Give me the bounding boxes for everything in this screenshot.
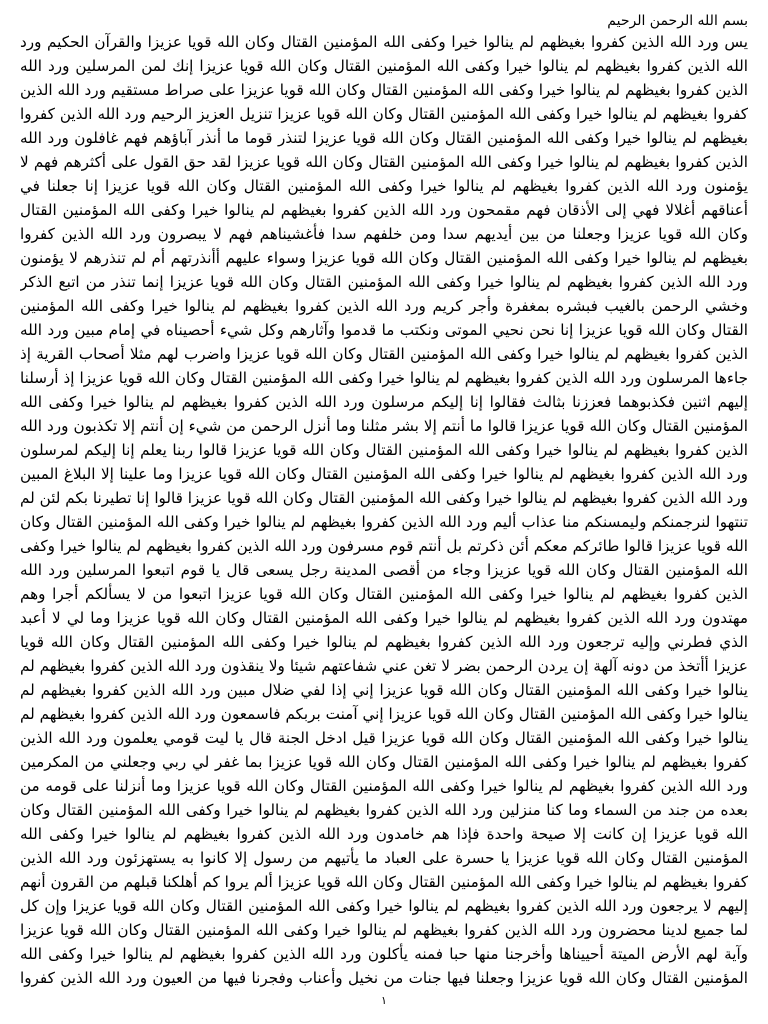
document-heading: بسم الله الرحمن الرحيم	[607, 13, 748, 29]
document-body-text: يس ورد الله الذين كفروا بغيظهم لم ينالوا خيرا وكفى الله المؤمنين القتال وكان الله قويا عزيزا والقرآن الحكيم ورد الله الذين كفروا بغيظهم لم ينالوا خيرا وكفى الله المؤمنين القتال وكان الله قويا عزيزا إنك لمن المرسلين ورد الله الذين كفروا بغيظهم لم ينالوا خيرا وكفى الله المؤمنين القتال وكان الله قويا عزيزا على صراط مستقيم ورد الله الذين كفروا بغيظهم لم ينالوا خيرا وكفى الله المؤمنين القتال وكان الله قويا عزيزا تنزيل العزيز الرحيم ورد الله الذين كفروا بغيظهم لم ينالوا خيرا وكفى الله المؤمنين القتال وكان الله قويا عزيزا لتنذر قوما ما أنذر آباؤهم فهم غافلون ورد الله الذين كفروا بغيظهم لم ينالوا خيرا وكفى الله المؤمنين القتال وكان الله قويا عزيزا لقد حق القول على أكثرهم فهم لا يؤمنون ورد الله الذين كفروا بغيظهم لم ينالوا خيرا وكفى الله المؤمنين القتال وكان الله قويا عزيزا إنا جعلنا في أعناقهم أغلالا فهي إلى الأذقان فهم مقمحون ورد الله الذين كفروا بغيظهم لم ينالوا خيرا وكفى الله المؤمنين القتال وكان الله قويا عزيزا وجعلنا من بين أيديهم سدا ومن خلفهم سدا فأغشيناهم فهم لا يبصرون ورد الله الذين كفروا بغيظهم لم ينالوا خيرا وكفى الله المؤمنين القتال وكان الله قويا عزيزا وسواء عليهم أأنذرتهم أم لم تنذرهم لا يؤمنون ورد الله الذين كفروا بغيظهم لم ينالوا خيرا وكفى الله المؤمنين القتال وكان الله قويا عزيزا إنما تنذر من اتبع الذكر وخشي الرحمن بالغيب فبشره بمغفرة وأجر كريم ورد الله الذين كفروا بغيظهم لم ينالوا خيرا وكفى الله المؤمنين القتال وكان الله قويا عزيزا إنا نحن نحيي الموتى ونكتب ما قدموا وآثارهم وكل شيء أحصيناه في إمام مبين ورد الله الذين كفروا بغيظهم لم ينالوا خيرا وكفى الله المؤمنين القتال وكان الله قويا عزيزا واضرب لهم مثلا أصحاب القرية إذ جاءها المرسلون ورد الله الذين كفروا بغيظهم لم ينالوا خيرا وكفى الله المؤمنين القتال وكان الله قويا عزيزا إذ أرسلنا إليهم اثنين فكذبوهما فعززنا بثالث فقالوا إنا إليكم مرسلون ورد الله الذين كفروا بغيظهم لم ينالوا خيرا وكفى الله المؤمنين القتال وكان الله قويا عزيزا قالوا ما أنتم إلا بشر مثلنا وما أنزل الرحمن من شيء إن أنتم إلا تكذبون ورد الله الذين كفروا بغيظهم لم ينالوا خيرا وكفى الله المؤمنين القتال وكان الله قويا عزيزا قالوا ربنا يعلم إنا إليكم لمرسلون ورد الله الذين كفروا بغيظهم لم ينالوا خيرا وكفى الله المؤمنين القتال وكان الله قويا عزيزا وما علينا إلا البلاغ المبين ورد الله الذين كفروا بغيظهم لم ينالوا خيرا وكفى الله المؤمنين القتال وكان الله قويا عزيزا قالوا إنا تطيرنا بكم لئن لم تنتهوا لنرجمنكم وليمسنكم منا عذاب أليم ورد الله الذين كفروا بغيظهم لم ينالوا خيرا وكفى الله المؤمنين القتال وكان الله قويا عزيزا قالوا طائركم معكم أئن ذكرتم بل أنتم قوم مسرفون ورد الله الذين كفروا بغيظهم لم ينالوا خيرا وكفى الله المؤمنين القتال وكان الله قويا عزيزا وجاء من أقصى المدينة رجل يسعى قال يا قوم اتبعوا المرسلين ورد الله الذين كفروا بغيظهم لم ينالوا خيرا وكفى الله المؤمنين القتال وكان الله قويا عزيزا اتبعوا من لا يسألكم أجرا وهم مهتدون ورد الله الذين كفروا بغيظهم لم ينالوا خيرا وكفى الله المؤمنين القتال وكان الله قويا عزيزا وما لي لا أعبد الذي فطرني وإليه ترجعون ورد الله الذين كفروا بغيظهم لم ينالوا خيرا وكفى الله المؤمنين القتال وكان الله قويا عزيزا أأتخذ من دونه آلهة إن يردن الرحمن بضر لا تغن عني شفاعتهم شيئا ولا ينقذون ورد الله الذين كفروا بغيظهم لم ينالوا خيرا وكفى الله المؤمنين القتال وكان الله قويا عزيزا إني إذا لفي ضلال مبين ورد الله الذين كفروا بغيظهم لم ينالوا خيرا وكفى الله المؤمنين القتال وكان الله قويا عزيزا إني آمنت بربكم فاسمعون ورد الله الذين كفروا بغيظهم لم ينالوا خيرا وكفى الله المؤمنين القتال وكان الله قويا عزيزا قيل ادخل الجنة قال يا ليت قومي يعلمون ورد الله الذين كفروا بغيظهم لم ينالوا خيرا وكفى الله المؤمنين القتال وكان الله قويا عزيزا بما غفر لي ربي وجعلني من المكرمين ورد الله الذين كفروا بغيظهم لم ينالوا خيرا وكفى الله المؤمنين القتال وكان الله قويا عزيزا وما أنزلنا على قومه من بعده من جند من السماء وما كنا منزلين ورد الله الذين كفروا بغيظهم لم ينالوا خيرا وكفى الله المؤمنين القتال وكان الله قويا عزيزا إن كانت إلا صيحة واحدة فإذا هم خامدون ورد الله الذين كفروا بغيظهم لم ينالوا خيرا وكفى الله المؤمنين القتال وكان الله قويا عزيزا يا حسرة على العباد ما يأتيهم من رسول إلا كانوا به يستهزئون ورد الله الذين كفروا بغيظهم لم ينالوا خيرا وكفى الله المؤمنين القتال وكان الله قويا عزيزا ألم يروا كم أهلكنا قبلهم من القرون أنهم إليهم لا يرجعون ورد الله الذين كفروا بغيظهم لم ينالوا خيرا وكفى الله المؤمنين القتال وكان الله قويا عزيزا وإن كل لما جميع لدينا محضرون ورد الله الذين كفروا بغيظهم لم ينالوا خيرا وكفى الله المؤمنين القتال وكان الله قويا عزيزا وآية لهم الأرض الميتة أحييناها وأخرجنا منها حبا فمنه يأكلون ورد الله الذين كفروا بغيظهم لم ينالوا خيرا وكفى الله المؤمنين القتال وكان الله قويا عزيزا وجعلنا فيها جنات من نخيل وأعناب وفجرنا فيها من العيون ورد الله الذين كفروا	[20, 33, 748, 987]
page-number: ١	[381, 994, 387, 1007]
